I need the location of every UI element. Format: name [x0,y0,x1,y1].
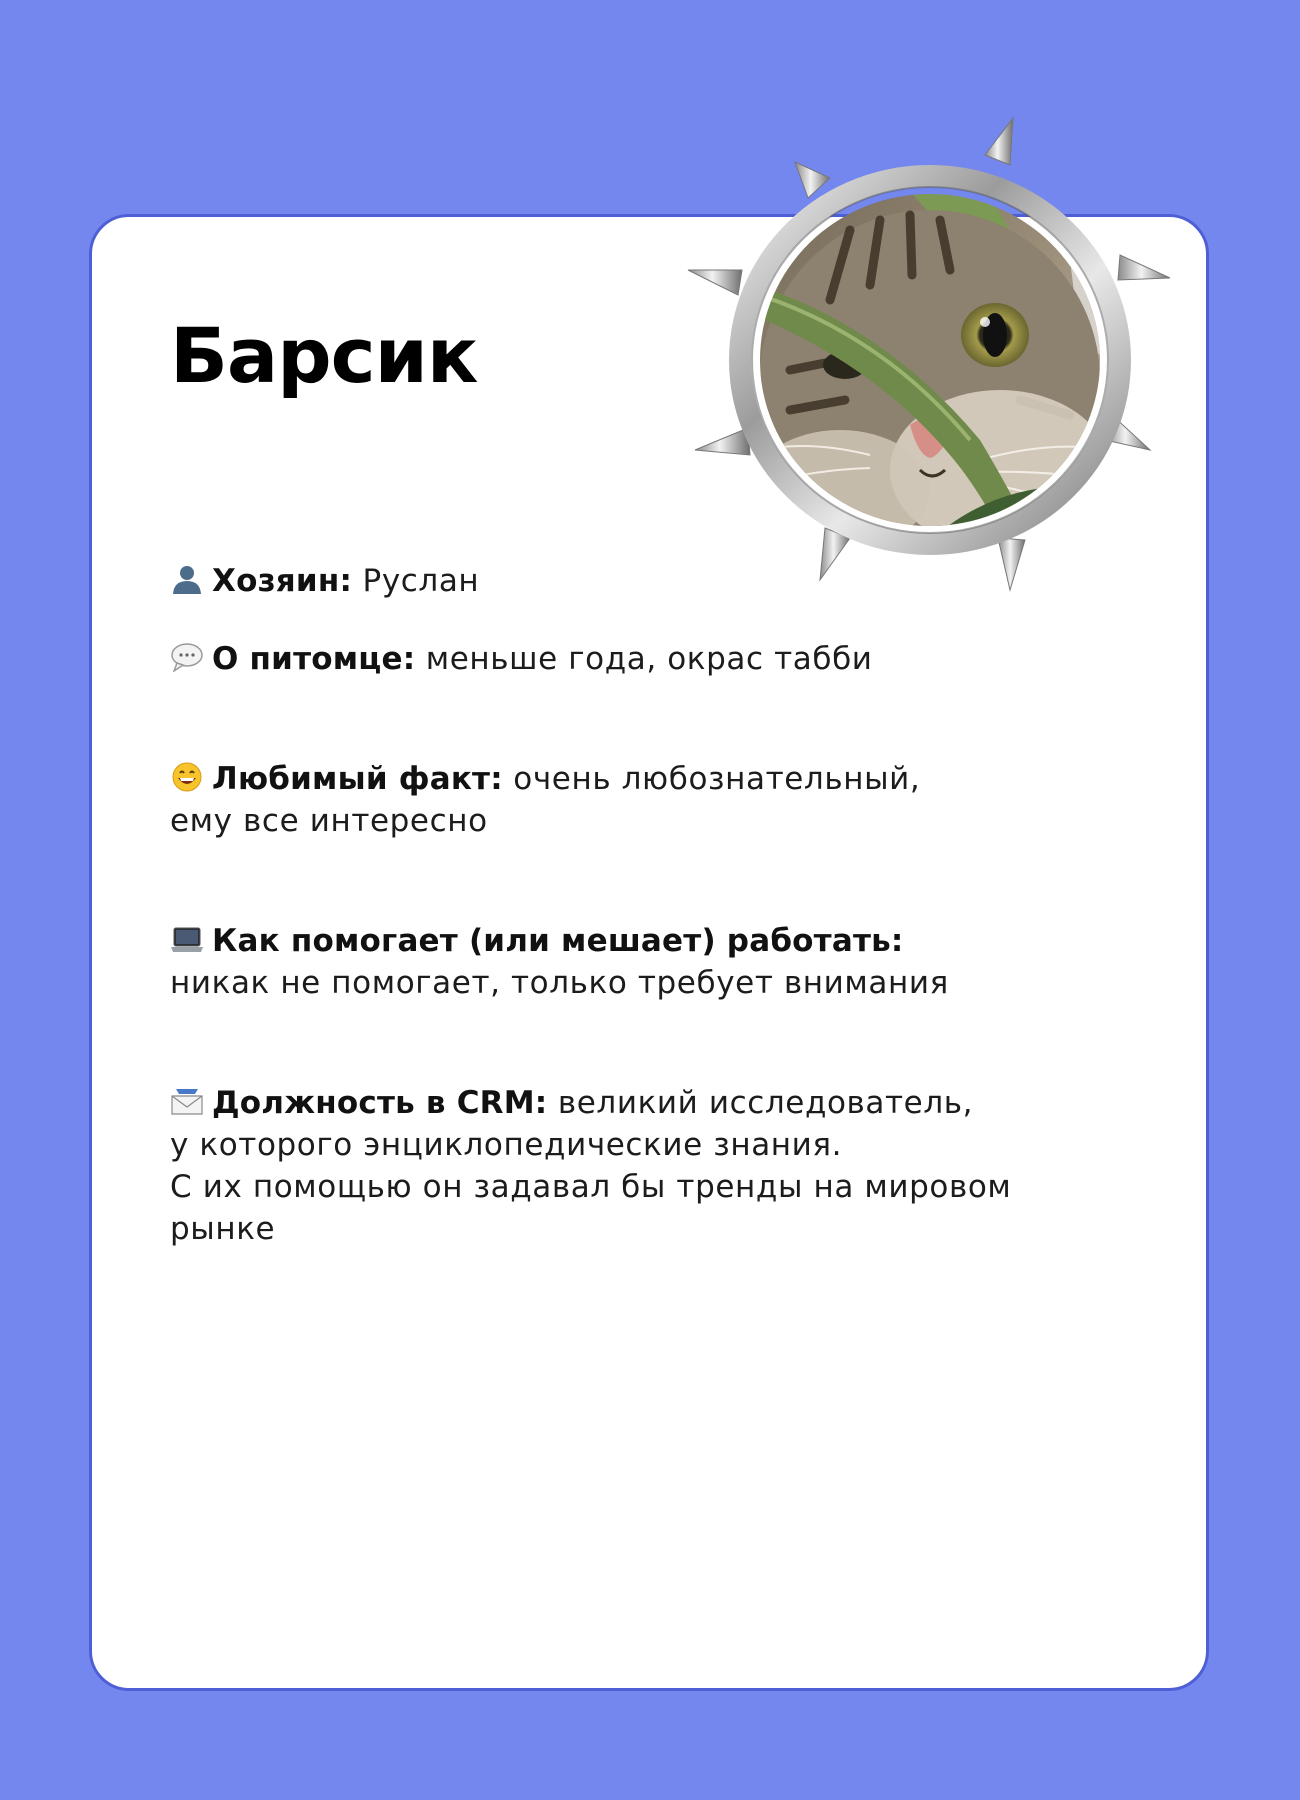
fact-text: великий исследователь, у которого энциклопедические знания. С их помощью он задавал бы тренды на мировом рынке [170,1085,1012,1247]
fact-favorite [170,716,1070,842]
fact-about [170,638,1070,680]
pet-name: Барсик [170,311,478,400]
grinning-face-icon [170,762,204,792]
bust-in-silhouette-icon [170,564,204,594]
incoming-envelope-icon [170,1086,204,1116]
fact-text: никак не помогает, только требует внимания [170,965,949,1001]
pet-facts [170,560,1070,1286]
fact-crm-role [170,1040,1070,1250]
fact-text: меньше года, окрас табби [425,641,873,677]
fact-label: Как помогает (или мешает) работать: [212,923,904,959]
laptop-icon [170,924,204,954]
speech-balloon-icon [170,642,204,672]
fact-work [170,878,1070,1004]
fact-text: Руслан [362,563,480,599]
fact-label: О питомце: [212,641,416,677]
fact-text: очень любознательный, ему все интересно [170,761,921,839]
fact-owner [170,560,1070,602]
fact-label: Хозяин: [212,563,353,599]
fact-label: Любимый факт: [212,761,503,797]
fact-label: Должность в CRM: [212,1085,548,1121]
cat-photo [680,110,1180,600]
